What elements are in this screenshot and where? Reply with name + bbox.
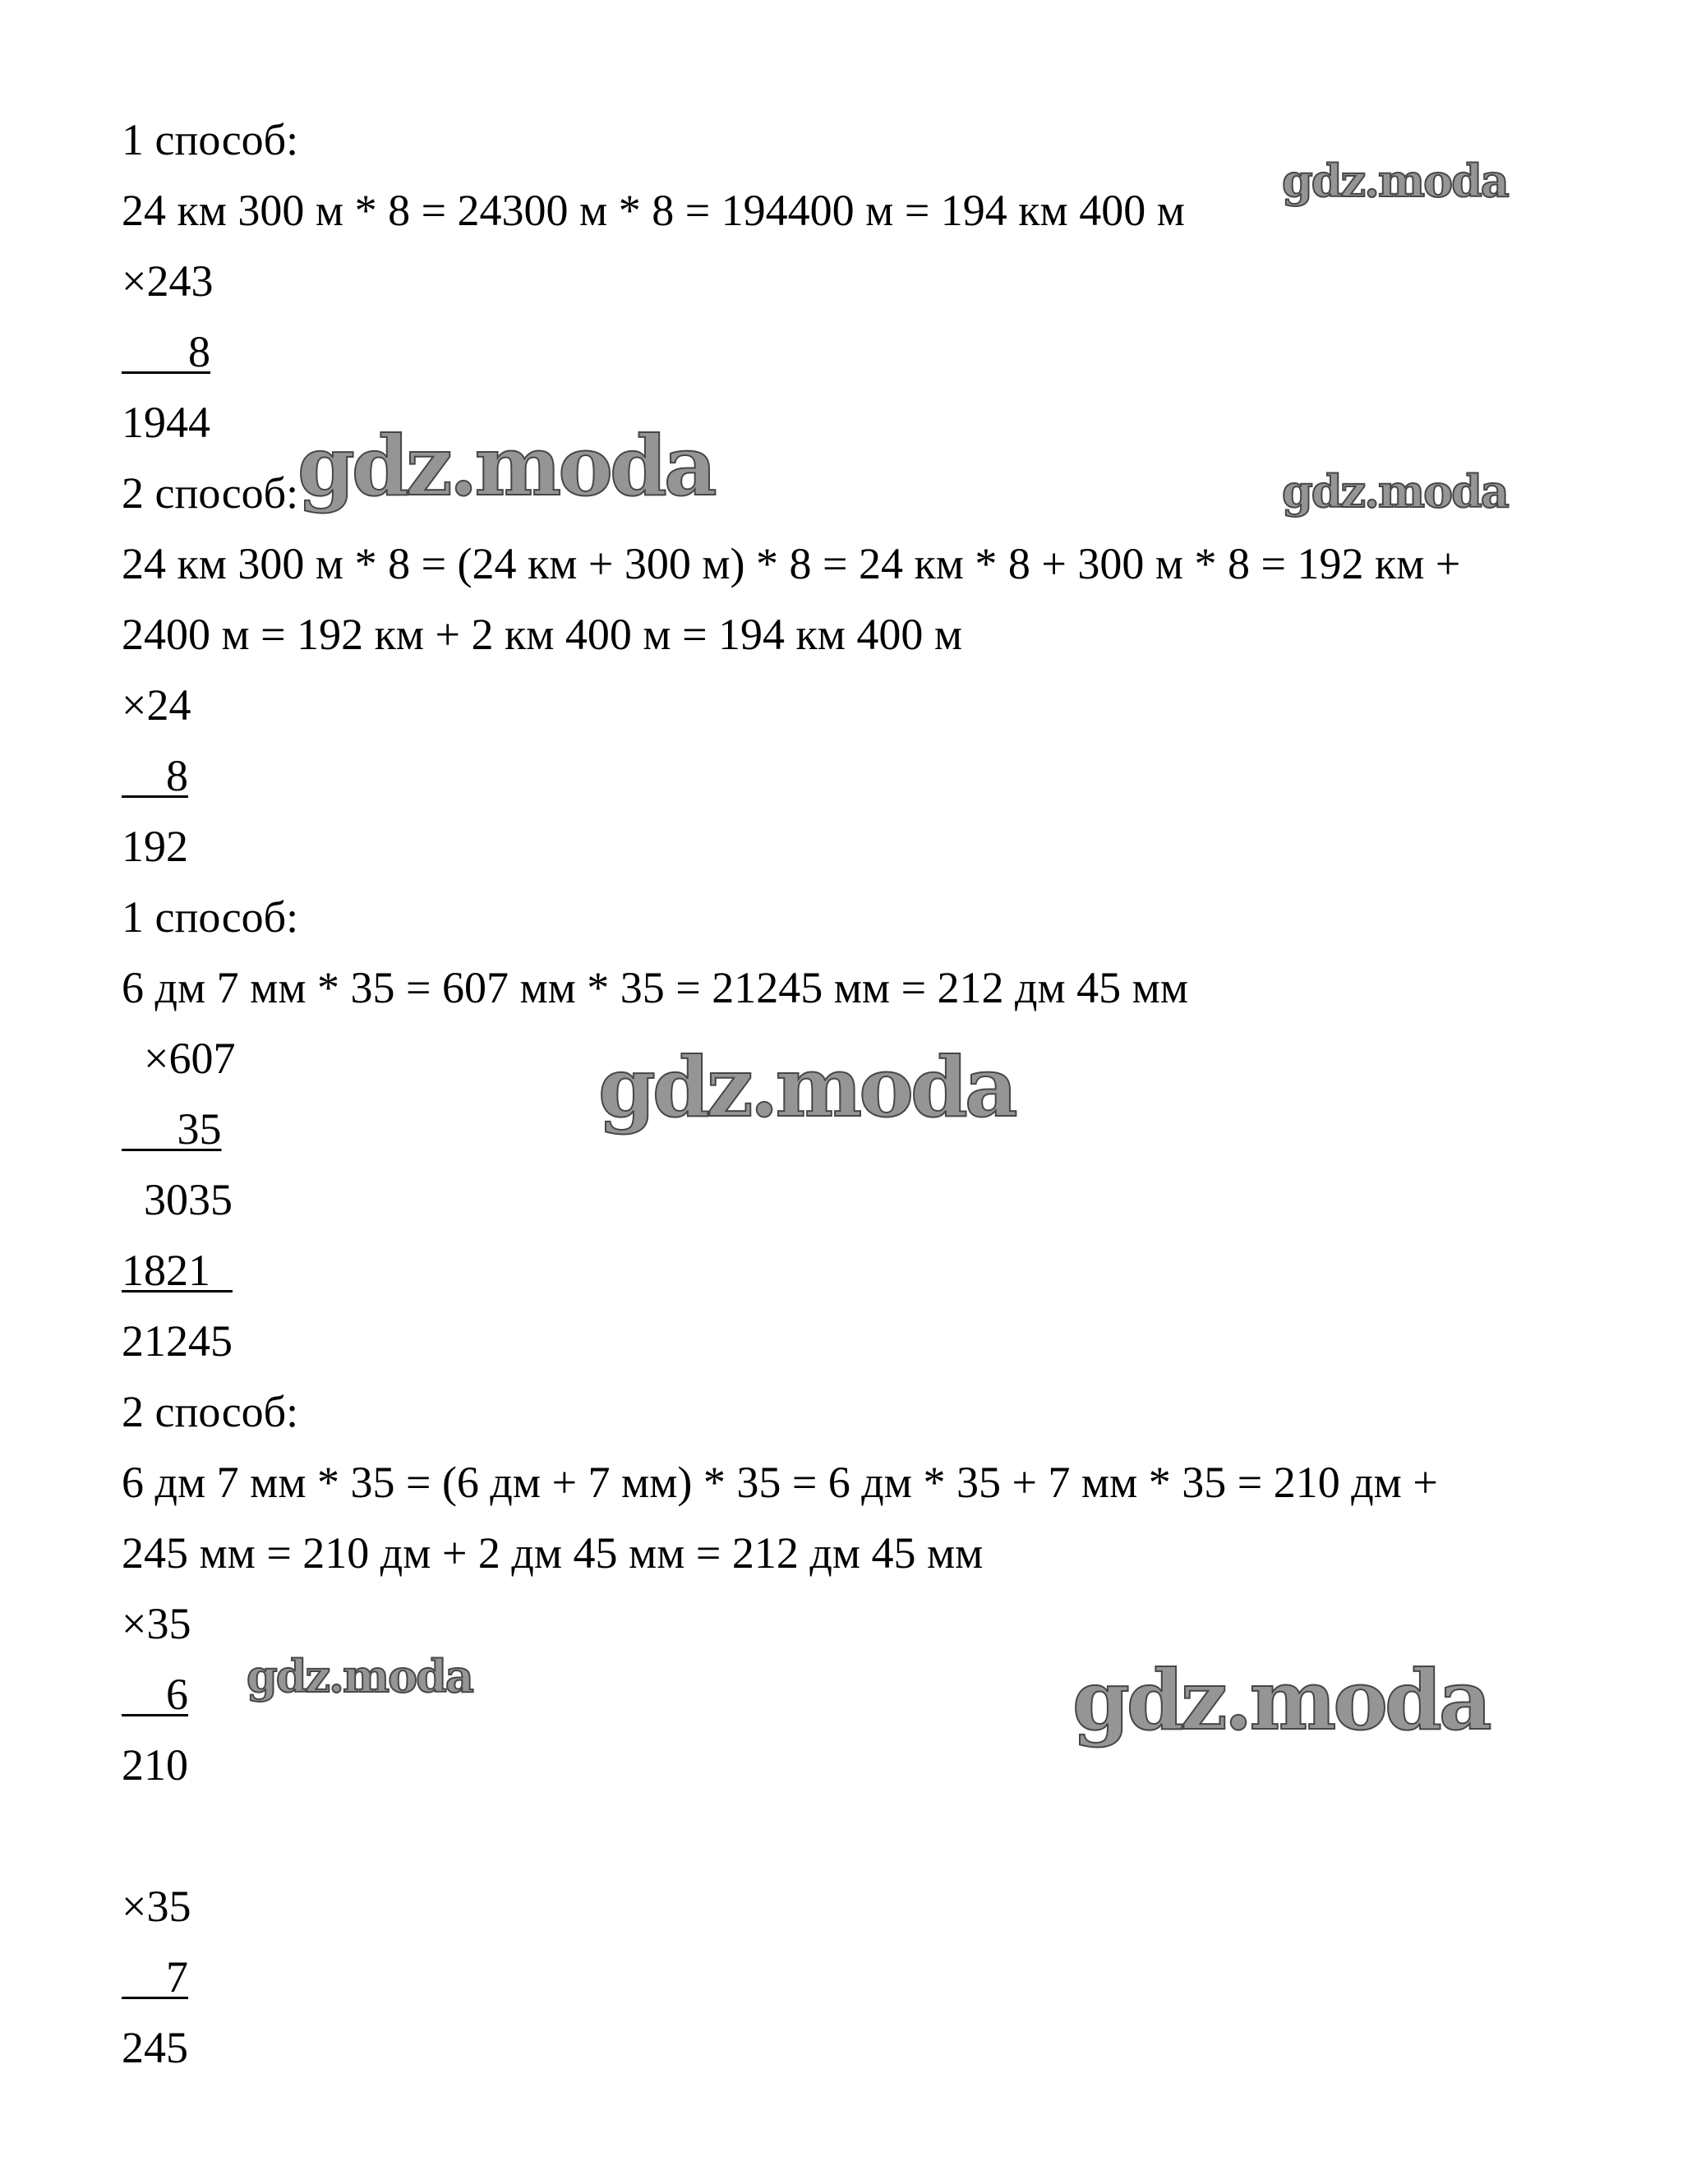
product: 1944: [122, 398, 210, 447]
product: 245: [122, 2023, 188, 2072]
multiplier: 8: [122, 751, 188, 800]
method-heading: 2 способ:: [122, 468, 299, 518]
equation-line: 24 км 300 м * 8 = 24300 м * 8 = 194400 м = 194 км 400 м: [122, 186, 1185, 235]
watermark-logo: gdz.moda: [1072, 1652, 1489, 1749]
equation-line: 6 дм 7 мм * 35 = (6 дм + 7 мм) * 35 = 6 дм * 35 + 7 мм * 35 = 210 дм +: [122, 1458, 1438, 1507]
partial-product: 1821: [122, 1246, 233, 1295]
watermark-logo: gdz.moda: [598, 1039, 1015, 1136]
method-heading: 2 способ:: [122, 1387, 299, 1436]
product: 192: [122, 822, 188, 871]
product: 210: [122, 1740, 188, 1790]
equation-line: 6 дм 7 мм * 35 = 607 мм * 35 = 21245 мм = 212 дм 45 мм: [122, 963, 1189, 1012]
watermark-logo: gdz.moda: [297, 417, 714, 514]
multiplicand: ×607: [122, 1034, 236, 1083]
multiplicand: ×24: [122, 680, 191, 730]
multiplier: 7: [122, 1952, 188, 2002]
equation-line: 2400 м = 192 км + 2 км 400 м = 194 км 400 м: [122, 610, 963, 659]
equation-line: 24 км 300 м * 8 = (24 км + 300 м) * 8 = 24 км * 8 + 300 м * 8 = 192 км +: [122, 539, 1461, 588]
multiplicand: ×243: [122, 256, 214, 306]
multiplier: 35: [122, 1104, 222, 1154]
multiplicand: ×35: [122, 1599, 191, 1648]
watermark-logo: gdz.moda: [1282, 154, 1508, 207]
method-heading: 1 способ:: [122, 892, 299, 942]
watermark-logo: gdz.moda: [1282, 465, 1508, 518]
equation-line: 245 мм = 210 дм + 2 дм 45 мм = 212 дм 45 мм: [122, 1528, 984, 1578]
multiplier: 8: [122, 327, 210, 376]
method-heading: 1 способ:: [122, 115, 299, 164]
partial-product: 3035: [122, 1175, 233, 1224]
product: 21245: [122, 1316, 233, 1366]
multiplicand: ×35: [122, 1882, 191, 1931]
watermark-logo: gdz.moda: [247, 1650, 472, 1703]
multiplier: 6: [122, 1670, 188, 1719]
